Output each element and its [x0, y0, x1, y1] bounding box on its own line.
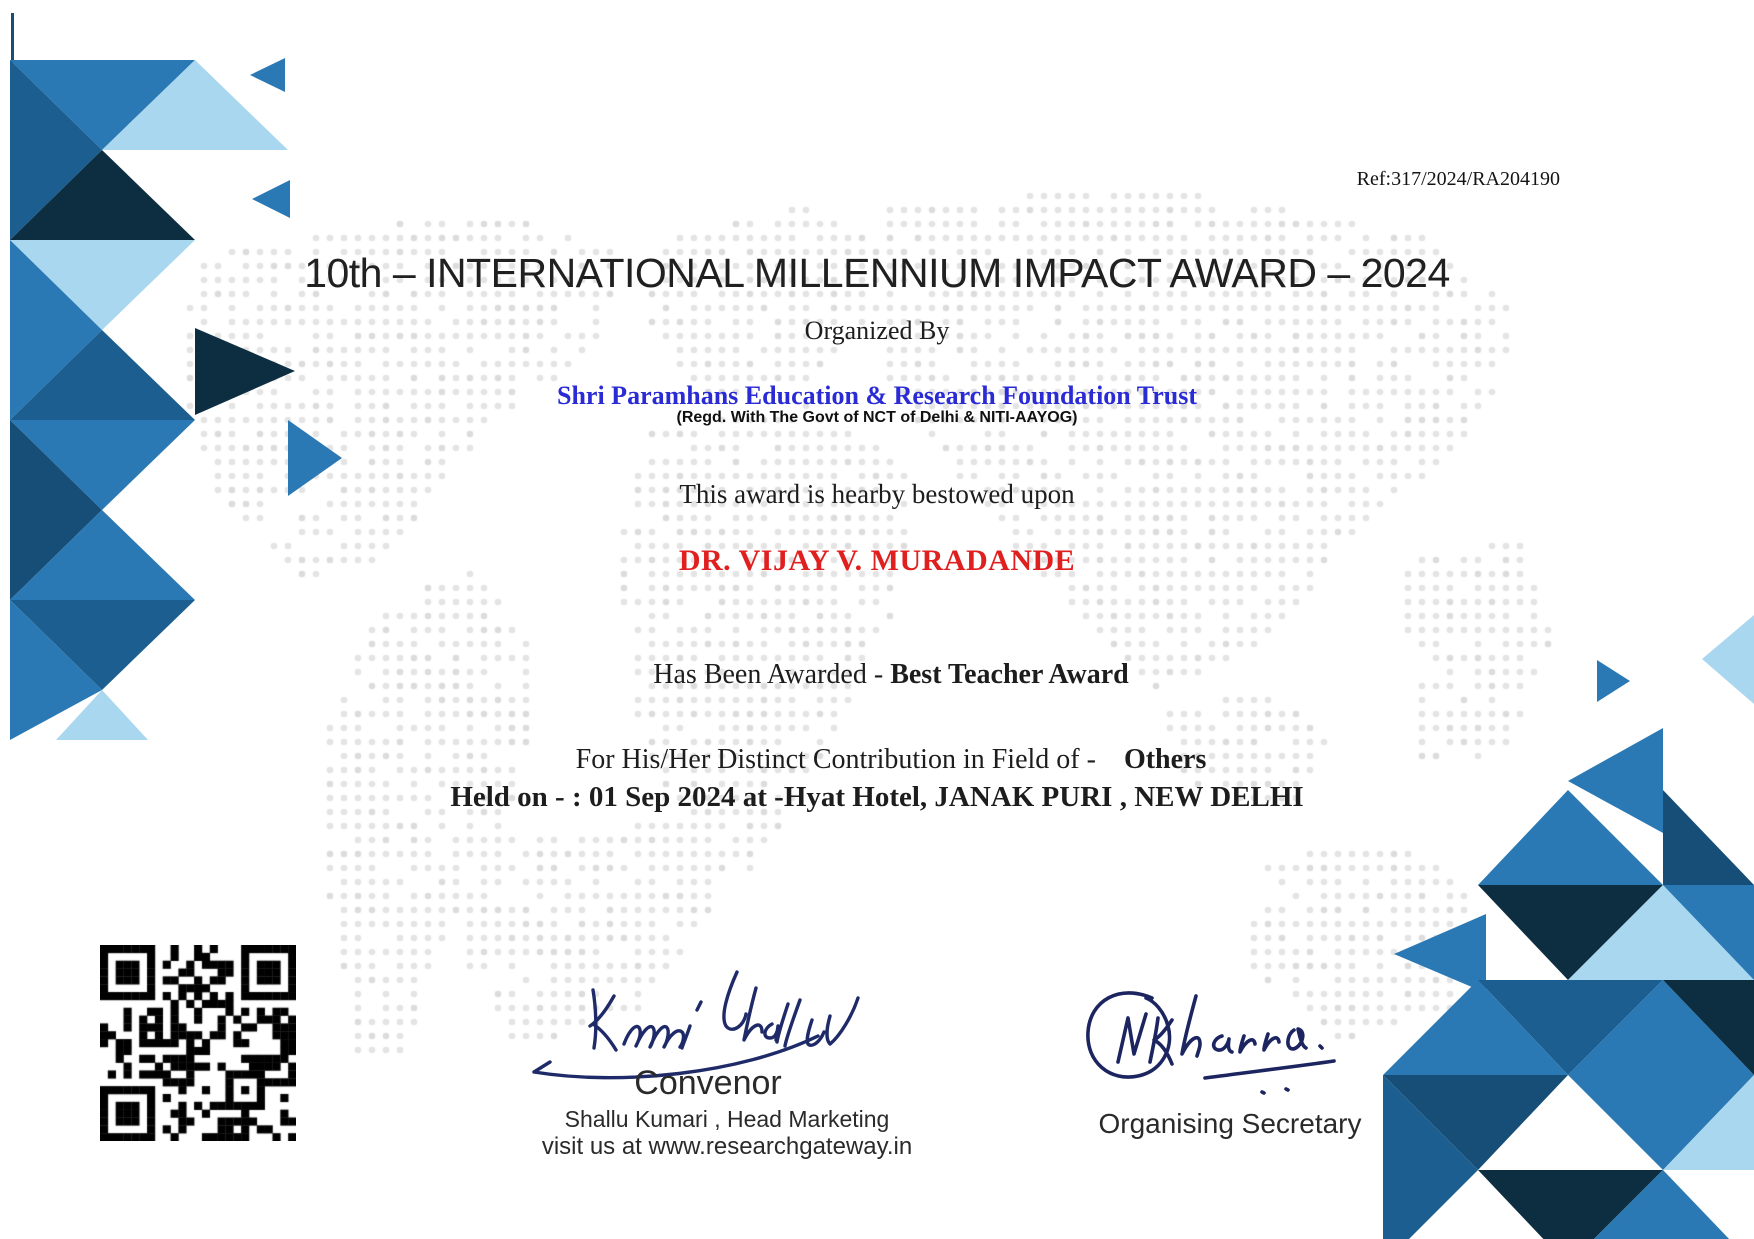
- convenor-role-label: Convenor: [634, 1064, 782, 1102]
- event-line: Held on - : 01 Sep 2024 at -Hyat Hotel, JANAK PURI , NEW DELHI: [450, 781, 1304, 813]
- recipient-name: DR. VIJAY V. MURADANDE: [678, 544, 1076, 577]
- organising-secretary-label: Organising Secretary: [1098, 1108, 1362, 1139]
- qr-code: [100, 945, 296, 1141]
- award-line: [0, 627, 1754, 723]
- reference-number: Ref:317/2024/RA204190: [1356, 168, 1560, 190]
- organization-name: Shri Paramhans Education & Research Foundation Trust: [557, 381, 1197, 410]
- bestowed-upon-line: This award is hearby bestowed upon: [679, 479, 1075, 509]
- field-value: Others: [1123, 744, 1207, 775]
- organized-by-label: Organized By: [804, 316, 950, 345]
- award-name: Best Teacher Award: [890, 659, 1129, 690]
- convenor-name-line: Shallu Kumari , Head Marketing: [564, 1106, 890, 1132]
- award-line-prefix: Has Been Awarded -: [653, 659, 891, 690]
- organization-registration-line: (Regd. With The Govt of NCT of Delhi & NITI-AAYOG): [676, 409, 1078, 426]
- certificate-title: 10th – INTERNATIONAL MILLENNIUM IMPACT AWARD – 2024: [304, 250, 1450, 296]
- website-line: visit us at www.researchgateway.in: [541, 1133, 913, 1160]
- field-line-prefix: For His/Her Distinct Contribution in Field of -: [575, 744, 1096, 775]
